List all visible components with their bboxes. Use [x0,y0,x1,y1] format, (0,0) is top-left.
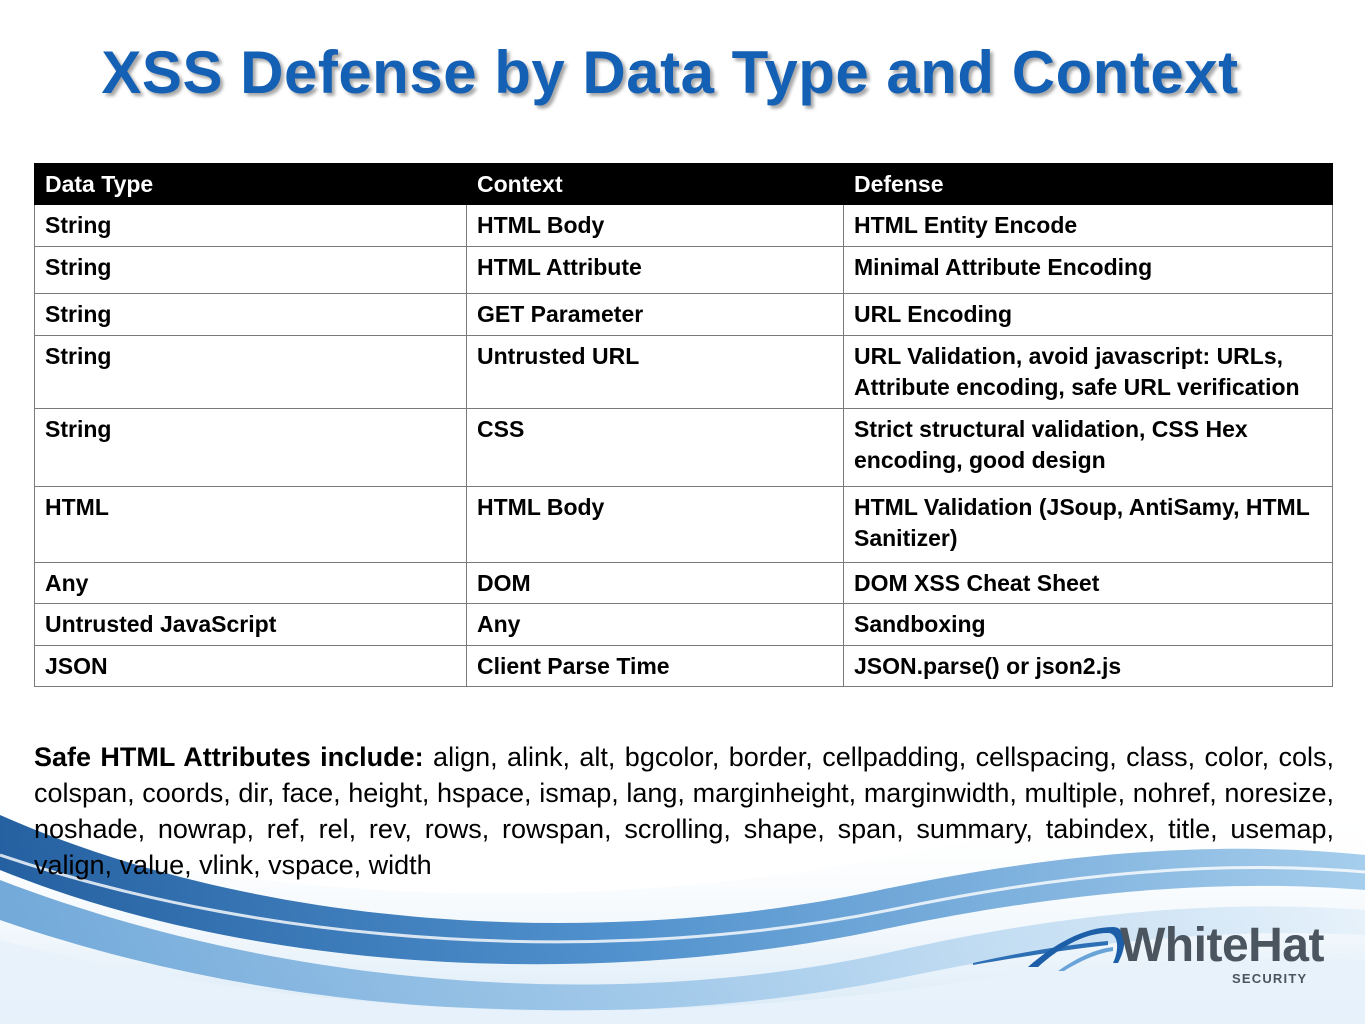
cell-context: Untrusted URL [467,335,844,408]
cell-data-type: JSON [35,645,467,687]
cell-context: DOM [467,562,844,604]
cell-context: Client Parse Time [467,645,844,687]
cell-data-type: String [35,294,467,336]
table-row [35,335,1333,408]
cell-context: Any [467,604,844,646]
cell-context: HTML Body [467,486,844,562]
cell-context: HTML Attribute [467,246,844,294]
safe-attributes-note [34,739,1334,883]
cell-context: HTML Body [467,205,844,247]
header-data-type: Data Type [35,164,467,205]
cell-context: GET Parameter [467,294,844,336]
table-row [35,486,1333,562]
cell-defense: HTML Validation (JSoup, AntiSamy, HTML Sanitizer) [844,486,1333,562]
cell-data-type: Untrusted JavaScript [35,604,467,646]
cell-data-type: String [35,205,467,247]
safe-attributes-list: align, alink, alt, bgcolor, border, cellpadding, cellspacing, class, color, cols, colspan, coords, dir, face, height, hspace, ismap, lang, marginheight, marginwidth, multiple, nohref, noresize, noshade, nowrap, ref, rel, rev, rows, rowspan, scrolling, shape, span, summary, tabindex, title, usemap, valign, value, vlink, vspace, width [34,742,1334,880]
table-header-row [35,164,1333,205]
cell-context: CSS [467,408,844,486]
cell-defense: Minimal Attribute Encoding [844,246,1333,294]
safe-attributes-lead: Safe HTML Attributes include: [34,742,424,772]
xss-defense-table [34,163,1333,687]
table-row [35,562,1333,604]
table-row [35,294,1333,336]
cell-defense: Strict structural validation, CSS Hex encoding, good design [844,408,1333,486]
table-row [35,205,1333,247]
table-row [35,604,1333,646]
table-row [35,246,1333,294]
cell-data-type: String [35,246,467,294]
cell-defense: Sandboxing [844,604,1333,646]
header-defense: Defense [844,164,1333,205]
cell-defense: JSON.parse() or json2.js [844,645,1333,687]
table-row [35,408,1333,486]
cell-defense: URL Encoding [844,294,1333,336]
cell-data-type: Any [35,562,467,604]
header-context: Context [467,164,844,205]
logo-wordmark: WhiteHat [1120,919,1324,972]
cell-data-type: HTML [35,486,467,562]
cell-data-type: String [35,408,467,486]
cell-defense: URL Validation, avoid javascript: URLs, Attribute encoding, safe URL verification [844,335,1333,408]
slide-title: XSS Defense by Data Type and Context [101,39,1239,106]
cell-data-type: String [35,335,467,408]
logo-subtitle: SECURITY [1232,971,1308,986]
table-row [35,645,1333,687]
cell-defense: HTML Entity Encode [844,205,1333,247]
cell-defense: DOM XSS Cheat Sheet [844,562,1333,604]
